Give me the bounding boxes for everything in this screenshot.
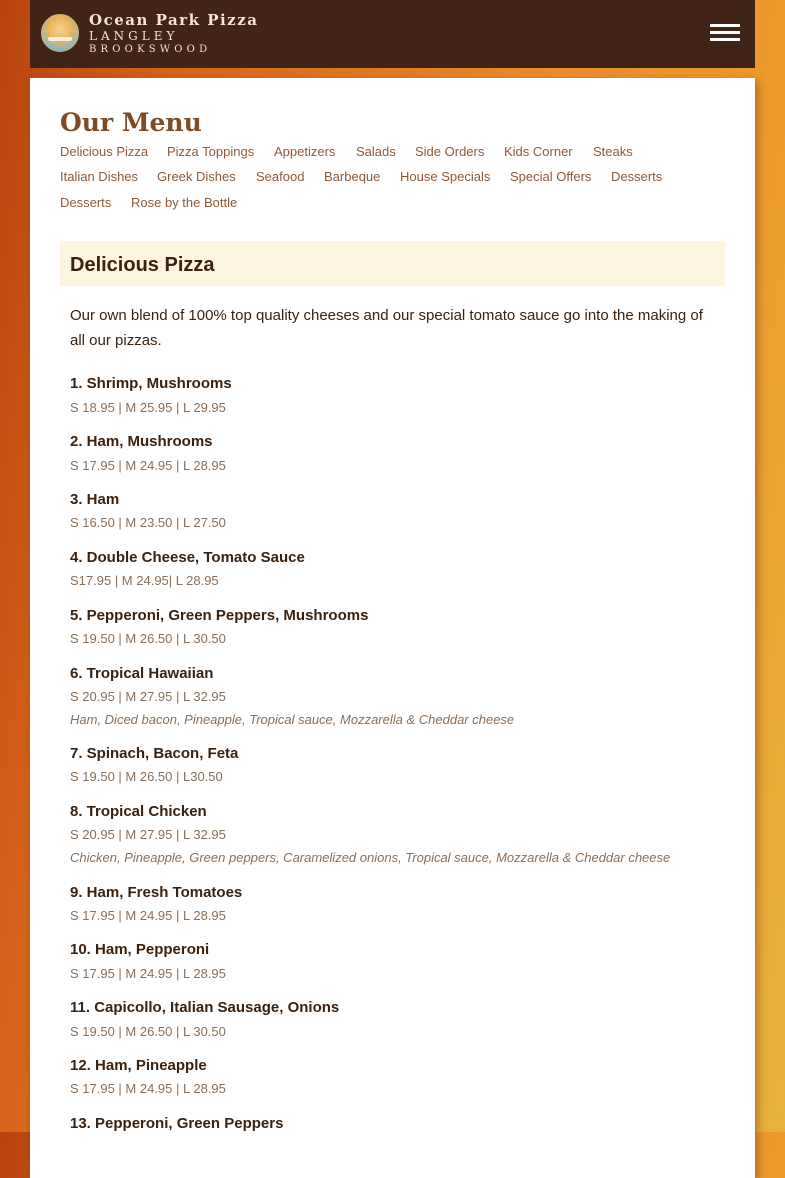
menu-item-price: S 17.95 | M 24.95 | L 28.95 <box>70 458 226 473</box>
hamburger-menu-icon[interactable] <box>708 22 742 44</box>
category-link-rose-by-the-bottle[interactable]: Rose by the Bottle <box>131 195 238 210</box>
brand-area: BROOKSWOOD <box>89 44 212 55</box>
page-title: Our Menu <box>60 108 202 137</box>
section-title: Delicious Pizza <box>70 254 215 276</box>
category-link-salads[interactable]: Salads <box>356 144 396 159</box>
menu-item-price: S 17.95 | M 24.95 | L 28.95 <box>70 908 226 923</box>
section-intro: Our own blend of 100% top quality cheeses and our special tomato sauce go into the making of all our pizzas. <box>70 307 703 349</box>
category-link-delicious-pizza[interactable]: Delicious Pizza <box>60 144 149 159</box>
menu-item-price: S 17.95 | M 24.95 | L 28.95 <box>70 966 226 981</box>
category-link-house-specials[interactable]: House Specials <box>400 169 491 184</box>
category-link-desserts-2[interactable]: Desserts <box>60 195 112 210</box>
menu-item-price: S 18.95 | M 25.95 | L 29.95 <box>70 400 226 415</box>
category-link-special-offers[interactable]: Special Offers <box>510 169 592 184</box>
category-link-desserts[interactable]: Desserts <box>611 169 663 184</box>
menu-item-name: 4. Double Cheese, Tomato Sauce <box>70 549 305 566</box>
menu-card <box>30 78 755 1178</box>
menu-item-price: S 20.95 | M 27.95 | L 32.95 <box>70 827 226 842</box>
menu-item-price: S 19.50 | M 26.50 | L 30.50 <box>70 1024 226 1039</box>
menu-item-price: S 16.50 | M 23.50 | L 27.50 <box>70 515 226 530</box>
menu-item-description: Chicken, Pineapple, Green peppers, Caramelized onions, Tropical sauce, Mozzarella & Cheddar cheese <box>70 850 671 865</box>
site-header <box>30 0 755 68</box>
logo-icon[interactable] <box>41 14 79 52</box>
category-link-seafood[interactable]: Seafood <box>256 169 305 184</box>
menu-item-name: 1. Shrimp, Mushrooms <box>70 375 232 392</box>
menu-item-price: S 17.95 | M 24.95 | L 28.95 <box>70 1081 226 1096</box>
menu-item-price: S 20.95 | M 27.95 | L 32.95 <box>70 689 226 704</box>
category-link-italian-dishes[interactable]: Italian Dishes <box>60 169 139 184</box>
menu-item-name: 10. Ham, Pepperoni <box>70 941 210 958</box>
category-link-pizza-toppings[interactable]: Pizza Toppings <box>167 144 255 159</box>
category-link-greek-dishes[interactable]: Greek Dishes <box>157 169 236 184</box>
menu-item-description: Ham, Diced bacon, Pineapple, Tropical sauce, Mozzarella & Cheddar cheese <box>70 712 515 727</box>
category-link-barbeque[interactable]: Barbeque <box>324 169 381 184</box>
menu-item-name: 5. Pepperoni, Green Peppers, Mushrooms <box>70 607 369 624</box>
menu-item-name: 11. Capicollo, Italian Sausage, Onions <box>70 999 340 1016</box>
menu-item-name: 9. Ham, Fresh Tomatoes <box>70 884 243 901</box>
category-link-kids-corner[interactable]: Kids Corner <box>504 144 573 159</box>
category-link-steaks[interactable]: Steaks <box>593 144 633 159</box>
menu-item-price: S17.95 | M 24.95| L 28.95 <box>70 573 219 588</box>
menu-item-price: S 19.50 | M 26.50 | L 30.50 <box>70 631 226 646</box>
menu-item-name: 13. Pepperoni, Green Peppers <box>70 1115 284 1132</box>
menu-item-price: S 19.50 | M 26.50 | L30.50 <box>70 769 223 784</box>
category-link-side-orders[interactable]: Side Orders <box>415 144 485 159</box>
brand-name[interactable]: Ocean Park Pizza <box>89 11 259 29</box>
brand-city: LANGLEY <box>89 29 179 43</box>
menu-item-name: 6. Tropical Hawaiian <box>70 665 214 682</box>
menu-item-name: 7. Spinach, Bacon, Feta <box>70 745 239 762</box>
menu-item-name: 8. Tropical Chicken <box>70 803 207 820</box>
menu-item-name: 3. Ham <box>70 491 120 508</box>
menu-item-name: 2. Ham, Mushrooms <box>70 433 213 450</box>
category-link-appetizers[interactable]: Appetizers <box>274 144 336 159</box>
section-header <box>60 241 725 286</box>
menu-item-name: 12. Ham, Pineapple <box>70 1057 207 1074</box>
